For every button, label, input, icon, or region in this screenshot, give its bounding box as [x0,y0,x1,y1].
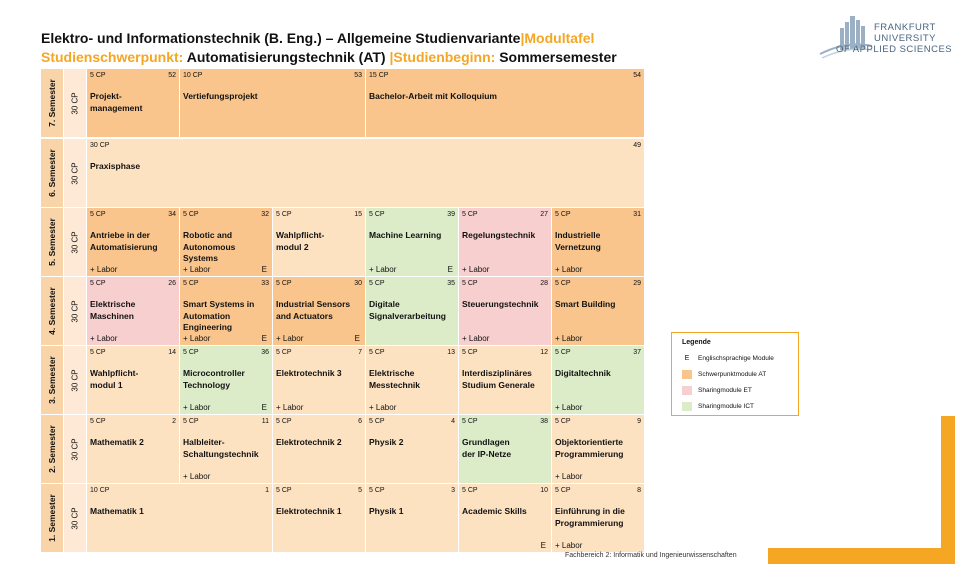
module-card [459,415,551,483]
module-cp: 5 CP [276,211,292,218]
module-name: Robotic and Autonomous Systems [183,230,236,263]
module-number: 35 [447,280,455,287]
module-name: Elektrische Messtechnik [369,368,421,390]
module-cp: 5 CP [90,280,106,287]
university-name [836,22,953,55]
module-card [366,69,644,137]
title-separator: | [520,30,525,46]
module-cp: 5 CP [555,280,571,287]
schwerpunkt-value: Automatisierungstechnik (AT) [186,49,386,65]
module-labor: + Labor [369,403,397,412]
page-title [41,30,594,46]
semester-cp-text: 30 CP [70,437,80,461]
module-cp: 5 CP [555,211,571,218]
module-grid [41,69,642,553]
module-english-marker: E [540,541,546,550]
semester-label-text: 7. Semester [47,79,58,127]
legend-swatch [682,370,692,379]
module-name: Regelungstechnik [462,230,536,240]
module-name: Mathematik 2 [90,437,144,447]
module-labor: + Labor [369,265,397,274]
legend-e-symbol: E [684,355,690,362]
module-cp: 5 CP [369,211,385,218]
module-cp: 5 CP [462,349,478,356]
module-number: 29 [633,280,641,287]
module-labor: + Labor [555,403,583,412]
module-number: 39 [447,211,455,218]
module-number: 4 [451,418,455,425]
module-number: 8 [637,487,641,494]
semester-cp [64,277,86,345]
module-cp: 5 CP [276,349,292,356]
semester-label [41,346,63,414]
module-card [459,346,551,414]
module-card [552,346,644,414]
module-card [459,277,551,345]
module-english-marker: E [261,334,267,343]
module-cp: 5 CP [462,280,478,287]
module-name: Digitaltechnik [555,368,611,378]
module-number: 28 [540,280,548,287]
module-english-marker: E [354,334,360,343]
semester-cp [64,484,86,552]
semester-cp [64,69,86,137]
semester-cp-text: 30 CP [70,230,80,254]
module-cp: 5 CP [462,211,478,218]
module-number: 6 [358,418,362,425]
module-name: Smart Building [555,299,616,309]
legend-swatch [682,402,692,411]
module-name: Wahlpflicht- modul 1 [90,368,139,390]
semester-label [41,139,63,207]
module-cp: 5 CP [369,349,385,356]
module-card [87,346,179,414]
module-cp: 30 CP [90,142,110,149]
semester-label [41,69,63,137]
semester-cp [64,415,86,483]
module-card [552,484,644,552]
module-cp: 5 CP [369,487,385,494]
module-number: 36 [261,349,269,356]
module-number: 10 [540,487,548,494]
module-cp: 5 CP [90,349,106,356]
module-number: 54 [633,72,641,79]
module-name: Bachelor-Arbeit mit Kolloquium [369,91,497,101]
module-card [366,415,458,483]
module-cp: 10 CP [183,72,203,79]
module-cp: 5 CP [555,487,571,494]
module-name: Industrielle Vernetzung [555,230,601,252]
module-card [180,208,272,276]
module-name: Elektrotechnik 1 [276,506,342,516]
module-cp: 15 CP [369,72,389,79]
module-card [87,415,179,483]
module-labor: + Labor [90,334,118,343]
module-name: Halbleiter- Schaltungstechnik [183,437,259,459]
legend-item-english [682,355,774,362]
module-card [366,484,458,552]
module-cp: 5 CP [462,418,478,425]
semester-label-text: 3. Semester [47,356,58,404]
module-card [552,277,644,345]
module-card [180,346,272,414]
module-labor: + Labor [462,265,490,274]
module-card [366,277,458,345]
module-number: 52 [168,72,176,79]
module-labor: + Labor [183,334,211,343]
module-number: 12 [540,349,548,356]
module-name: Steuerungstechnik [462,299,539,309]
module-card [87,484,272,552]
module-card [87,277,179,345]
module-card [180,69,365,137]
module-cp: 5 CP [555,418,571,425]
module-name: Academic Skills [462,506,527,516]
legend-swatch [682,386,692,395]
module-english-marker: E [447,265,453,274]
module-name: Mathematik 1 [90,506,144,516]
module-name: Physik 1 [369,506,404,516]
legend-item-sharing-ict [682,402,754,411]
module-number: 31 [633,211,641,218]
semester-cp [64,346,86,414]
module-name: Industrial Sensors and Actuators [276,299,351,321]
module-number: 15 [354,211,362,218]
module-english-marker: E [261,403,267,412]
module-card [552,208,644,276]
module-name: Praxisphase [90,161,141,171]
module-cp: 5 CP [90,72,106,79]
module-labor: + Labor [276,403,304,412]
module-name: Grundlagen der IP-Netze [462,437,512,459]
module-card [273,484,365,552]
module-labor: + Labor [555,334,583,343]
module-card [180,415,272,483]
module-card [87,208,179,276]
module-labor: + Labor [462,334,490,343]
module-number: 2 [172,418,176,425]
module-number: 11 [261,418,269,425]
module-number: 37 [633,349,641,356]
module-english-marker: E [261,265,267,274]
legend-label: Schwerpunktmodule AT [698,371,767,378]
module-card [459,484,551,552]
module-labor: + Labor [555,472,583,481]
module-number: 38 [540,418,548,425]
module-cp: 5 CP [462,487,478,494]
module-number: 3 [451,487,455,494]
legend [671,332,799,416]
module-card [273,415,365,483]
legend-title: Legende [682,339,711,346]
module-name: Elektrotechnik 2 [276,437,342,447]
semester-label [41,484,63,552]
module-number: 30 [354,280,362,287]
module-name: Wahlpflicht- modul 2 [276,230,325,252]
module-card [459,208,551,276]
module-name: Vertiefungsprojekt [183,91,258,101]
studienbeginn-value: Sommersemester [499,49,617,65]
decorative-bar-vertical [941,416,955,564]
legend-label: Sharingmodule ET [698,387,752,394]
module-cp: 5 CP [90,211,106,218]
studienbeginn-label: |Studienbeginn: [389,49,496,65]
logo-line-2: UNIVERSITY [874,33,937,44]
logo-line-3: OF APPLIED SCIENCES [836,44,953,55]
semester-cp-text: 30 CP [70,506,80,530]
semester-label [41,208,63,276]
semester-label-text: 6. Semester [47,149,58,197]
module-name: Smart Systems in Automation Engineering [183,299,255,332]
semester-label-text: 1. Semester [47,494,58,542]
module-cp: 5 CP [183,349,199,356]
module-number: 27 [540,211,548,218]
module-name: Elektrische Maschinen [90,299,136,321]
logo-line-1: FRANKFURT [874,22,936,33]
module-card [366,208,458,276]
module-name: Physik 2 [369,437,404,447]
module-cp: 5 CP [276,487,292,494]
module-number: 14 [168,349,176,356]
semester-cp-text: 30 CP [70,91,80,115]
semester-cp-text: 30 CP [70,161,80,185]
semester-label-text: 2. Semester [47,425,58,473]
module-number: 13 [447,349,455,356]
module-card [273,346,365,414]
module-name: Projekt- management [90,91,143,113]
semester-cp-text: 30 CP [70,368,80,392]
module-card [273,208,365,276]
module-card [552,415,644,483]
module-cp: 5 CP [276,280,292,287]
module-cp: 5 CP [183,280,199,287]
semester-cp [64,139,86,207]
module-labor: + Labor [90,265,118,274]
semester-label-text: 5. Semester [47,218,58,266]
module-card [366,346,458,414]
module-name: Machine Learning [369,230,442,240]
module-number: 26 [168,280,176,287]
module-name: Digitale Signalverarbeitung [369,299,446,321]
module-card [87,139,644,207]
module-number: 49 [633,142,641,149]
module-number: 7 [358,349,362,356]
legend-label: Englischsprachige Module [698,355,774,362]
footer-text: Fachbereich 2: Informatik und Ingenieurwissenschaften [565,552,737,559]
module-labor: + Labor [276,334,304,343]
module-number: 53 [354,72,362,79]
module-labor: + Labor [183,472,211,481]
module-cp: 5 CP [369,418,385,425]
module-labor: + Labor [183,265,211,274]
module-cp: 5 CP [555,349,571,356]
module-number: 1 [265,487,269,494]
legend-label: Sharingmodule ICT [698,403,754,410]
module-cp: 5 CP [183,211,199,218]
module-name: Antriebe in der Automatisierung [90,230,158,252]
semester-label-text: 4. Semester [47,287,58,335]
semester-label [41,415,63,483]
module-name: Objektorientierte Programmierung [555,437,624,459]
semester-label [41,277,63,345]
semester-cp-text: 30 CP [70,299,80,323]
module-number: 9 [637,418,641,425]
module-cp: 10 CP [90,487,110,494]
module-name: Elektrotechnik 3 [276,368,342,378]
module-cp: 5 CP [90,418,106,425]
title-modultafel: Modultafel [524,30,595,46]
module-labor: + Labor [183,403,211,412]
module-name: Interdisziplinäres Studium Generale [462,368,535,390]
module-card [87,69,179,137]
module-number: 5 [358,487,362,494]
module-cp: 5 CP [369,280,385,287]
module-name: Microcontroller Technology [183,368,245,390]
legend-item-sharing-et [682,386,752,395]
schwerpunkt-label: Studienschwerpunkt: [41,49,184,65]
module-cp: 5 CP [276,418,292,425]
legend-item-schwerpunkt [682,370,766,379]
page-subtitle [41,49,617,65]
semester-cp [64,208,86,276]
title-main: Elektro- und Informationstechnik (B. Eng.) – Allgemeine Studienvariante [41,30,521,46]
module-labor: + Labor [555,541,583,550]
module-number: 33 [261,280,269,287]
module-cp: 5 CP [183,418,199,425]
module-labor: + Labor [555,265,583,274]
module-name: Einführung in die Programmierung [555,506,625,528]
decorative-bar-horizontal [768,548,955,564]
module-number: 34 [168,211,176,218]
module-card [180,277,272,345]
module-card [273,277,365,345]
module-number: 32 [261,211,269,218]
